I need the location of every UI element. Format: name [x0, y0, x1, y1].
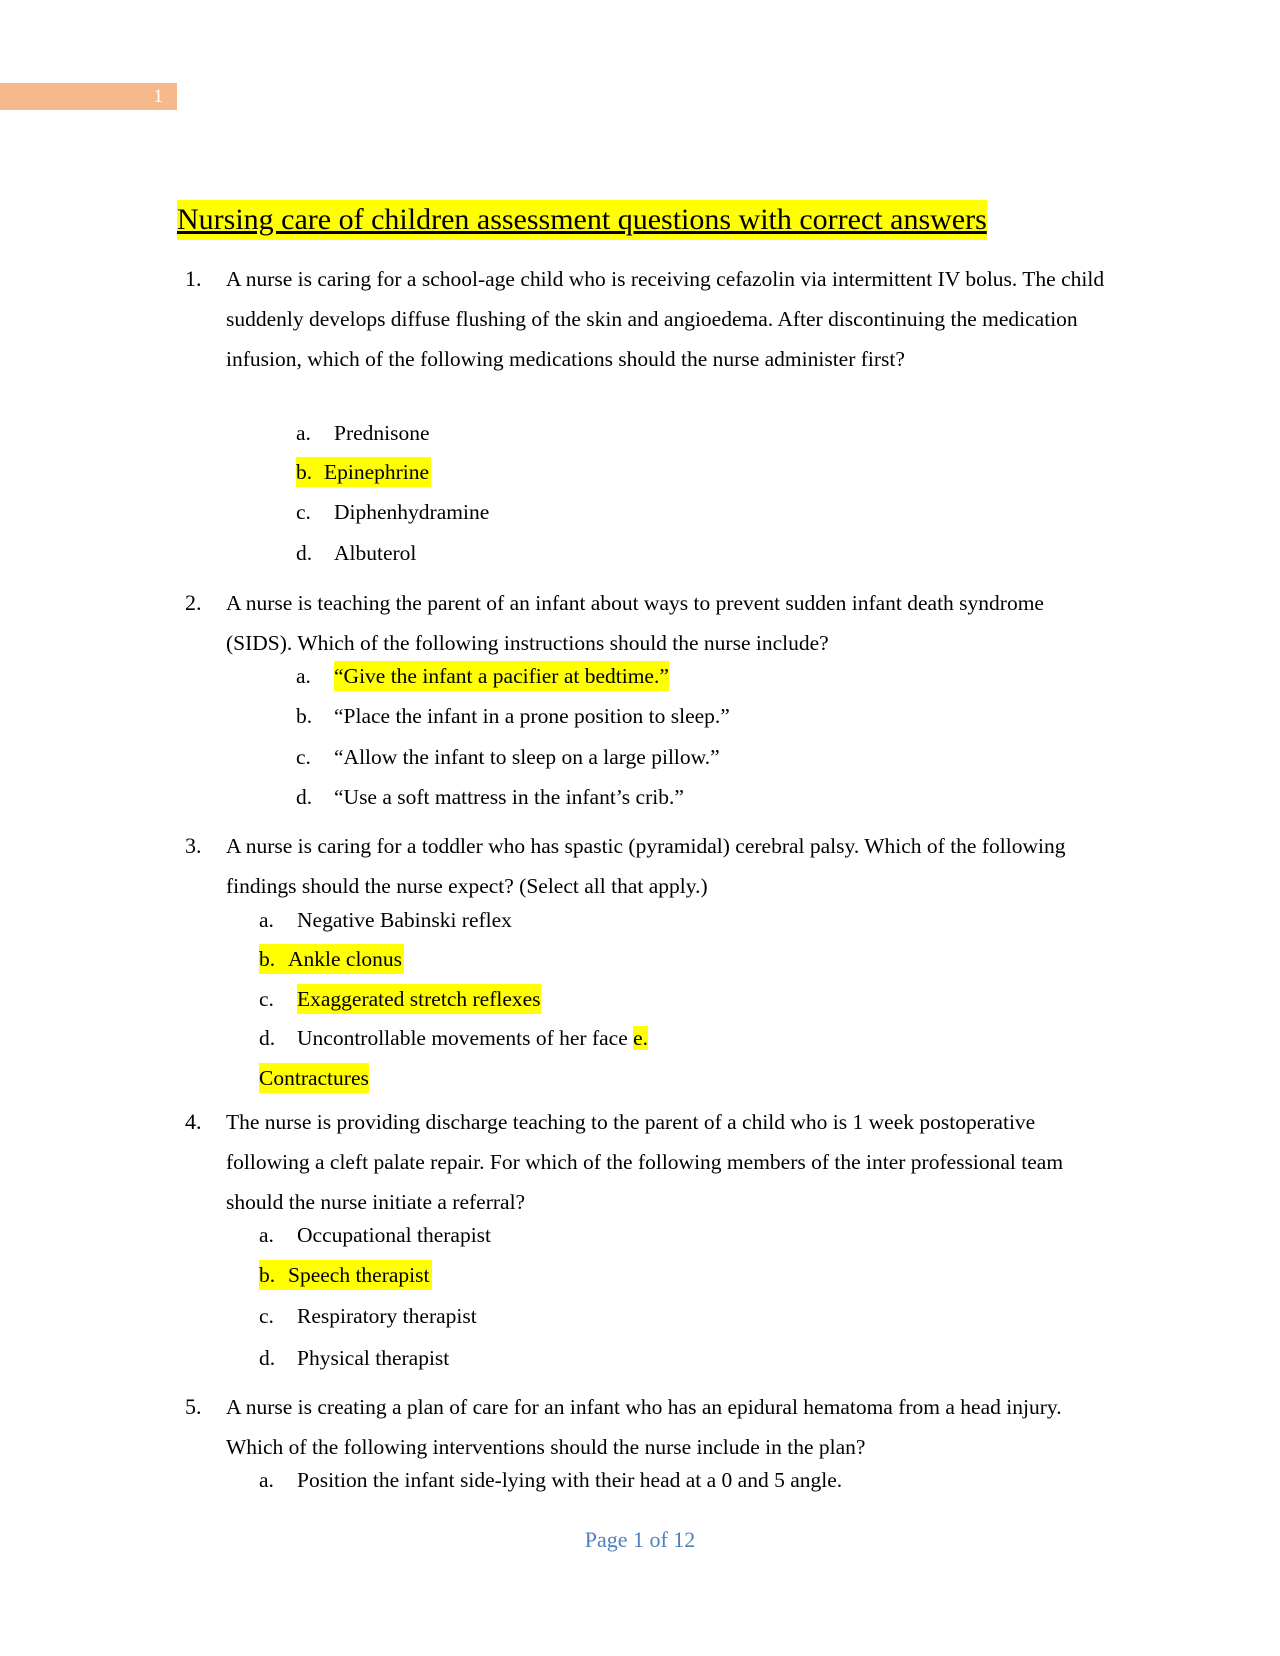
option-text: Albuterol — [334, 541, 417, 565]
option-3b-correct — [259, 944, 404, 974]
page-number-tab — [0, 83, 177, 110]
option-letter: d. — [259, 1026, 276, 1050]
option-3e-text-correct: Contractures — [259, 1063, 369, 1093]
option-letter: a. — [259, 1223, 274, 1247]
option-3a — [259, 905, 512, 935]
option-5a — [259, 1465, 842, 1495]
option-letter: a. — [259, 908, 274, 932]
option-text: Occupational therapist — [297, 1223, 492, 1247]
option-text: “Give the infant a pacifier at bedtime.” — [334, 661, 669, 691]
question-stem: A nurse is teaching the parent of an infant about ways to prevent sudden infant death syndrome (SIDS). Which of the following instructions should the nurse include? — [226, 591, 1044, 655]
question-number: 1. — [185, 266, 202, 291]
option-text: “Use a soft mattress in the infant’s crib.” — [334, 785, 684, 809]
page-number: 1 — [153, 86, 163, 107]
option-text: Ankle clonus — [288, 947, 403, 971]
option-letter: a. — [296, 421, 311, 445]
option-letter: c. — [296, 500, 311, 524]
option-text: Uncontrollable movements of her face — [297, 1026, 628, 1050]
question-1 — [185, 259, 1105, 379]
option-text: “Allow the infant to sleep on a large pillow.” — [334, 745, 720, 769]
option-3e-letter-correct: e. — [633, 1026, 649, 1050]
option-text: Epinephrine — [324, 460, 430, 484]
option-letter: b. — [259, 1263, 276, 1287]
question-number: 3. — [185, 833, 202, 858]
question-5 — [185, 1387, 1105, 1467]
option-letter: b. — [296, 704, 313, 728]
option-4d — [259, 1343, 449, 1373]
question-3 — [185, 826, 1105, 906]
option-1c — [296, 497, 489, 527]
document-title: Nursing care of children assessment questions with correct answers — [177, 200, 987, 240]
option-letter: d. — [259, 1346, 276, 1370]
question-number: 5. — [185, 1394, 202, 1419]
option-1b-correct — [296, 457, 431, 487]
question-stem: The nurse is providing discharge teaching to the parent of a child who is 1 week postoperative following a cleft palate repair. For which of the following members of the inter professional team should the nurse initiate a referral? — [226, 1110, 1064, 1214]
option-text: Diphenhydramine — [334, 500, 490, 524]
question-stem: A nurse is caring for a school-age child who is receiving cefazolin via intermittent IV bolus. The child suddenly develops diffuse flushing of the skin and angioedema. After discontinuing the medication infusion, which of the following medications should the nurse administer first? — [226, 267, 1105, 371]
option-1a — [296, 418, 430, 448]
option-letter: a. — [259, 1468, 274, 1492]
option-4c — [259, 1301, 477, 1331]
option-4a — [259, 1220, 491, 1250]
option-text: “Place the infant in a prone position to sleep.” — [334, 704, 730, 728]
option-letter: c. — [259, 987, 274, 1011]
option-3d — [259, 1023, 648, 1053]
option-3c-correct — [259, 984, 541, 1014]
option-2d — [296, 782, 684, 812]
question-2 — [185, 583, 1105, 663]
option-2b — [296, 701, 730, 731]
question-stem: A nurse is creating a plan of care for an infant who has an epidural hematoma from a head injury. Which of the following interventions should the nurse include in the plan? — [226, 1395, 1062, 1459]
option-2a-correct — [296, 661, 669, 691]
option-text: Exaggerated stretch reflexes — [297, 984, 541, 1014]
option-4b-correct — [259, 1260, 432, 1290]
option-letter: c. — [259, 1304, 274, 1328]
option-text: Position the infant side-lying with their head at a 0 and 5 angle. — [297, 1468, 843, 1492]
option-text: Prednisone — [334, 421, 430, 445]
option-letter: c. — [296, 745, 311, 769]
question-number: 4. — [185, 1109, 202, 1134]
option-1d — [296, 538, 416, 568]
option-letter: d. — [296, 785, 313, 809]
option-letter: a. — [296, 664, 311, 688]
question-4 — [185, 1102, 1105, 1222]
option-text: Negative Babinski reflex — [297, 908, 512, 932]
question-number: 2. — [185, 590, 202, 615]
option-text: Speech therapist — [288, 1263, 430, 1287]
option-text: Physical therapist — [297, 1346, 450, 1370]
option-letter: b. — [259, 947, 276, 971]
option-text: Respiratory therapist — [297, 1304, 477, 1328]
page-footer: Page 1 of 12 — [584, 1527, 696, 1552]
question-stem: A nurse is caring for a toddler who has spastic (pyramidal) cerebral palsy. Which of the following findings should the nurse expect? (Select all that apply.) — [226, 834, 1066, 898]
option-letter: b. — [296, 460, 313, 484]
option-2c — [296, 742, 720, 772]
option-letter: d. — [296, 541, 313, 565]
